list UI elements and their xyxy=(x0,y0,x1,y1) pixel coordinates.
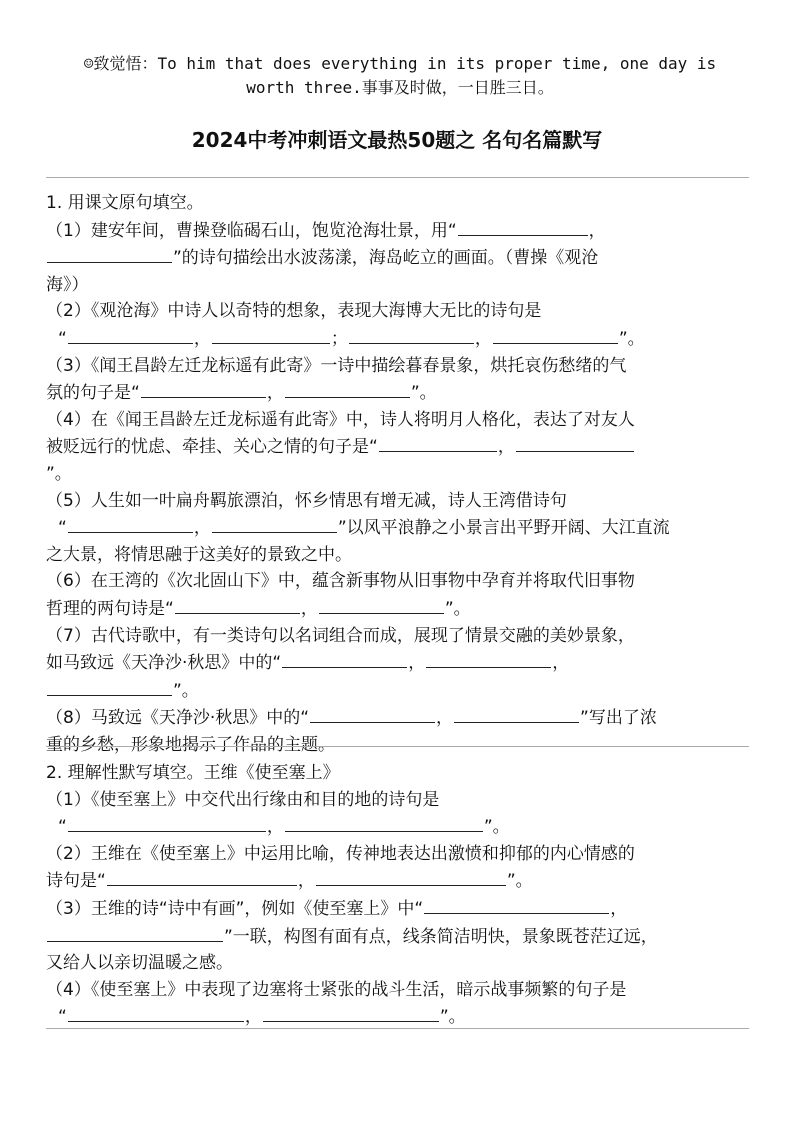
answer-blank[interactable] xyxy=(454,704,579,723)
answer-blank[interactable] xyxy=(212,325,330,344)
q1-item-7-end: ”。 xyxy=(46,677,746,705)
answer-blank[interactable] xyxy=(349,325,474,344)
q2-item-4-cont: “ ， ”。 xyxy=(46,1003,746,1031)
answer-blank[interactable] xyxy=(68,1003,244,1022)
q1-item-4-end: ”。 xyxy=(46,463,72,484)
answer-blank[interactable] xyxy=(175,595,300,614)
q1-item-5-end: 之大景，将情思融于这美好的景致之中。 xyxy=(46,544,352,565)
q1-item-1-end: 海》） xyxy=(46,274,89,295)
answer-blank[interactable] xyxy=(47,244,172,263)
answer-blank[interactable] xyxy=(493,325,618,344)
q1-item-1: （1）建安年间，曹操登临碣石山，饱览沧海壮景，用“ ， xyxy=(46,217,746,245)
q1-item-4-cont: 被贬远行的忧虑、牵挂、关心之情的句子是“ ， xyxy=(46,433,746,461)
q1-item-2-cont: “ ， ； ， ”。 xyxy=(46,325,746,353)
answer-blank[interactable] xyxy=(426,649,551,668)
q1-item-5-cont: “ ， ”以风平浪静之小景言出平野开阔、大江直流 xyxy=(46,514,746,542)
divider-middle xyxy=(46,746,749,747)
answer-blank[interactable] xyxy=(516,433,634,452)
q2-item-2: （2）王维在《使至塞上》中运用比喻，传神地表达出激愤和抑郁的内心情感的 xyxy=(46,843,635,864)
answer-blank[interactable] xyxy=(379,433,497,452)
answer-blank[interactable] xyxy=(319,595,444,614)
q2-item-3: （3）王维的诗“诗中有画”，例如《使至塞上》中“ ， xyxy=(46,895,746,923)
divider-bottom xyxy=(46,1028,749,1029)
answer-blank[interactable] xyxy=(285,379,410,398)
q2-item-3-cont: ”一联，构图有面有点，线条简洁明快，景象既苍茫辽远， xyxy=(46,923,746,951)
q1-item-3: （3）《闻王昌龄左迁龙标遥有此寄》一诗中描绘暮春景象，烘托哀伤愁绪的气 xyxy=(46,355,627,376)
answer-blank[interactable] xyxy=(316,867,506,886)
motto xyxy=(50,52,750,100)
q1-item-8: （8）马致远《天净沙·秋思》中的“ ， ”写出了浓 xyxy=(46,704,746,732)
q1-item-6: （6）在王湾的《次北固山下》中，蕴含新事物从旧事物中孕育并将取代旧事物 xyxy=(46,571,635,592)
answer-blank[interactable] xyxy=(282,649,407,668)
q2-item-1: （1）《使至塞上》中交代出行缘由和目的地的诗句是 xyxy=(46,789,440,810)
answer-blank[interactable] xyxy=(212,514,337,533)
q2-item-1-cont: “ ， ”。 xyxy=(46,813,746,841)
answer-blank[interactable] xyxy=(47,923,223,942)
page-title: 2024中考冲刺语文最热50题之 名句名篇默写 xyxy=(191,128,603,152)
q1-item-7: （7）古代诗歌中，有一类诗句以名词组合而成，展现了情景交融的美妙景象， xyxy=(46,625,635,646)
q1-item-5: （5）人生如一叶扁舟羁旅漂泊，怀乡情思有增无减，诗人王湾借诗句 xyxy=(46,490,567,511)
question-2-heading: 2. 理解性默写填空。王维《使至塞上》 xyxy=(46,763,340,783)
question-1-heading: 1. 用课文原句填空。 xyxy=(46,193,204,213)
answer-blank[interactable] xyxy=(458,217,588,236)
answer-blank[interactable] xyxy=(68,325,193,344)
answer-blank[interactable] xyxy=(424,895,609,914)
q1-item-1-cont: ”的诗句描绘出水波荡漾，海岛屹立的画面。（曹操《观沧 xyxy=(46,244,746,272)
q2-item-3-end: 又给人以亲切温暖之感。 xyxy=(46,953,233,974)
q1-item-3-cont: 氛的句子是“ ， ”。 xyxy=(46,379,746,407)
answer-blank[interactable] xyxy=(68,514,193,533)
answer-blank[interactable] xyxy=(285,813,483,832)
q1-item-6-cont: 哲理的两句诗是“ ， ”。 xyxy=(46,595,746,623)
answer-blank[interactable] xyxy=(107,867,297,886)
q2-item-4: （4）《使至塞上》中表现了边塞将士紧张的战斗生活，暗示战事频繁的句子是 xyxy=(46,979,627,1000)
question-1 xyxy=(46,190,746,758)
q1-item-4: （4）在《闻王昌龄左迁龙标遥有此寄》中，诗人将明月人格化，表达了对友人 xyxy=(46,409,635,430)
divider-top xyxy=(46,177,749,178)
answer-blank[interactable] xyxy=(47,677,172,696)
motto-line-1: ☺致觉悟：To him that does everything in its proper time, one day is xyxy=(83,54,717,73)
answer-blank[interactable] xyxy=(141,379,266,398)
question-2 xyxy=(46,760,746,1031)
q1-item-7-cont: 如马致远《天净沙·秋思》中的“ ， ， xyxy=(46,649,746,677)
answer-blank[interactable] xyxy=(263,1003,439,1022)
answer-blank[interactable] xyxy=(68,813,266,832)
q1-item-2: （2）《观沧海》中诗人以奇特的想象，表现大海博大无比的诗句是 xyxy=(46,301,542,322)
q2-item-2-cont: 诗句是“ ， ”。 xyxy=(46,867,746,895)
motto-line-2: worth three.事事及时做，一日胜三日。 xyxy=(246,78,554,97)
answer-blank[interactable] xyxy=(310,704,435,723)
q1-item-8-end: 重的乡愁，形象地揭示了作品的主题。 xyxy=(46,734,335,755)
